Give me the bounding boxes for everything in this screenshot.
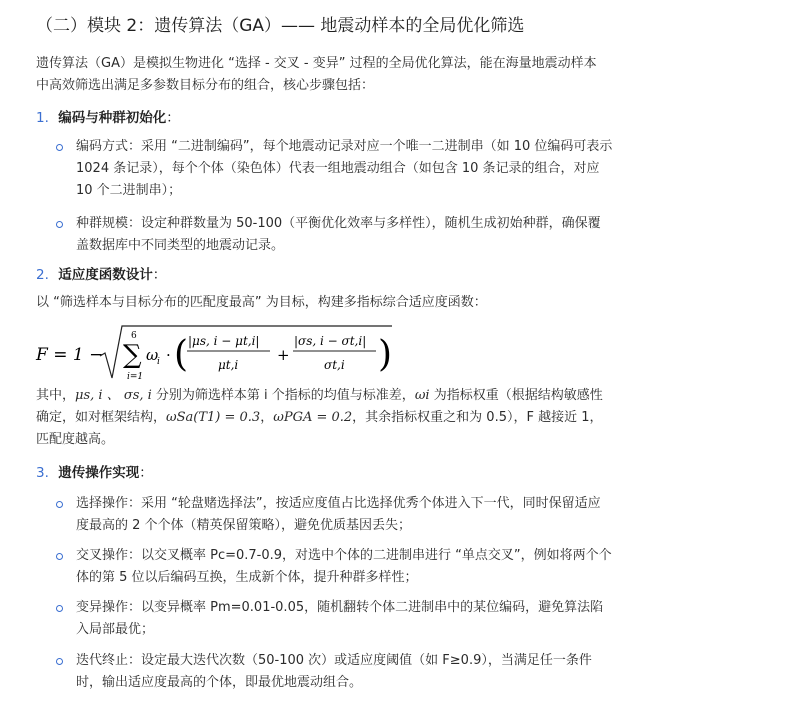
- text-span: 为指标权重（根据结构敏感性: [429, 388, 603, 403]
- list-item-line: 1024 条记录），每个个体（染色体）代表一组地震动组合（如包含 10 条记录的组合，对应: [76, 161, 600, 176]
- fraction-1-numerator: |μs, i − μt,i|: [188, 334, 260, 348]
- text-span: 其中，: [36, 388, 76, 403]
- list-item: [76, 545, 716, 589]
- section-1-colon: ：: [166, 110, 180, 126]
- section-1-number: 1.: [36, 110, 49, 126]
- list-item: [76, 597, 716, 641]
- fraction-2-denominator: σt,i: [324, 358, 345, 372]
- list-item-line: 度最高的 2 个个体（精英保留策略），避免优质基因丢失；: [76, 518, 412, 533]
- list-item-line: 10 个二进制串）；: [76, 183, 182, 198]
- bullet-icon: [56, 144, 63, 151]
- intro-line-1: 遗传算法（GA）是模拟生物进化 “选择 - 交叉 - 变异” 过程的全局优化算法，能在海量地震动样本: [36, 56, 597, 71]
- explanation-line-2: [36, 407, 746, 429]
- section-1-heading: [36, 107, 180, 129]
- formula-explanation: [36, 385, 746, 451]
- list-item-line: 交叉操作：以交叉概率 Pc=0.7-0.9，对选中个体的二进制串进行 “单点交叉”，例如将两个个: [76, 548, 612, 563]
- text-span: 分别为筛选样本第 i 个指标的均值与标准差，: [151, 388, 415, 403]
- section-heading: （二）模块 2：遗传算法（GA）—— 地震动样本的全局优化筛选: [36, 16, 525, 36]
- sum-upper: 6: [131, 331, 137, 341]
- fraction-1-denominator: μt,i: [218, 358, 239, 372]
- list-item-line: 入局部最优；: [76, 622, 155, 637]
- list-item-line: 体的第 5 位以后编码互换，生成新个体，提升种群多样性；: [76, 570, 418, 585]
- plus-sign: +: [277, 346, 290, 364]
- section-1-title: 编码与种群初始化: [58, 110, 167, 126]
- multiply-dot: ·: [166, 346, 171, 364]
- math-span: ωi: [414, 388, 430, 403]
- sum-lower: i=1: [127, 372, 144, 382]
- intro-paragraph: [36, 53, 746, 97]
- formula-lhs: F = 1 −: [36, 345, 104, 365]
- explanation-line-1: [36, 385, 746, 407]
- list-item-line: 盖数据库中不同类型的地震动记录。: [76, 238, 285, 253]
- section-2-colon: ：: [152, 267, 167, 283]
- bullet-icon: [56, 658, 63, 665]
- fitness-formula: [32, 320, 412, 384]
- weight-subscript: i: [157, 357, 160, 367]
- list-item-line: 选择操作：采用 “轮盘赌选择法”，按适应度值占比选择优秀个体进入下一代，同时保留适应: [76, 496, 601, 511]
- weight-symbol: ω: [146, 346, 159, 364]
- list-item: [76, 213, 716, 257]
- math-span: ωSa(T1) = 0.3: [166, 410, 261, 425]
- list-item: [76, 136, 716, 202]
- text-span: ，: [260, 410, 274, 425]
- right-paren-icon: ): [378, 334, 393, 375]
- math-span: μs, i 、 σs, i: [75, 388, 152, 403]
- summation-icon: ∑: [123, 340, 142, 370]
- section-2-heading: [36, 264, 166, 286]
- section-3-number: 3.: [36, 465, 49, 481]
- list-item-line: 时，输出适应度最高的个体，即最优地震动组合。: [76, 675, 363, 690]
- fraction-2-numerator: |σs, i − σt,i|: [294, 334, 367, 348]
- bullet-icon: [56, 605, 63, 612]
- list-item-line: 变异操作：以变异概率 Pm=0.01-0.05，随机翻转个体二进制串中的某位编码，避免算法陷: [76, 600, 604, 615]
- section-3-heading: [36, 462, 153, 484]
- math-span: ωPGA = 0.2: [273, 410, 353, 425]
- explanation-line-3: 匹配度越高。: [36, 432, 115, 447]
- left-paren-icon: (: [174, 334, 189, 375]
- list-item-line: 迭代终止：设定最大迭代次数（50-100 次）或适应度阈值（如 F≥0.9），当满足任一条件: [76, 653, 592, 668]
- bullet-icon: [56, 221, 63, 228]
- section-3-title: 遗传操作实现: [58, 465, 140, 481]
- section-2-number: 2.: [36, 267, 49, 283]
- section-2-description: 以 “筛选样本与目标分布的匹配度最高” 为目标，构建多指标综合适应度函数：: [36, 295, 487, 310]
- intro-line-2: 中高效筛选出满足多参数目标分布的组合，核心步骤包括：: [36, 78, 375, 93]
- section-3-colon: ：: [139, 465, 153, 481]
- list-item: [76, 650, 716, 694]
- section-2-title: 适应度函数设计: [58, 267, 153, 283]
- text-span: 确定，如对框架结构，: [36, 410, 167, 425]
- list-item-line: 种群规模：设定种群数量为 50-100（平衡优化效率与多样性），随机生成初始种群，确保覆: [76, 216, 601, 231]
- text-span: ，其余指标权重之和为 0.5），F 越接近 1，: [352, 410, 603, 425]
- list-item: [76, 493, 716, 537]
- list-item-line: 编码方式：采用 “二进制编码”，每个地震动记录对应一个唯一二进制串（如 10 位编码可表示: [76, 139, 613, 154]
- bullet-icon: [56, 553, 63, 560]
- bullet-icon: [56, 501, 63, 508]
